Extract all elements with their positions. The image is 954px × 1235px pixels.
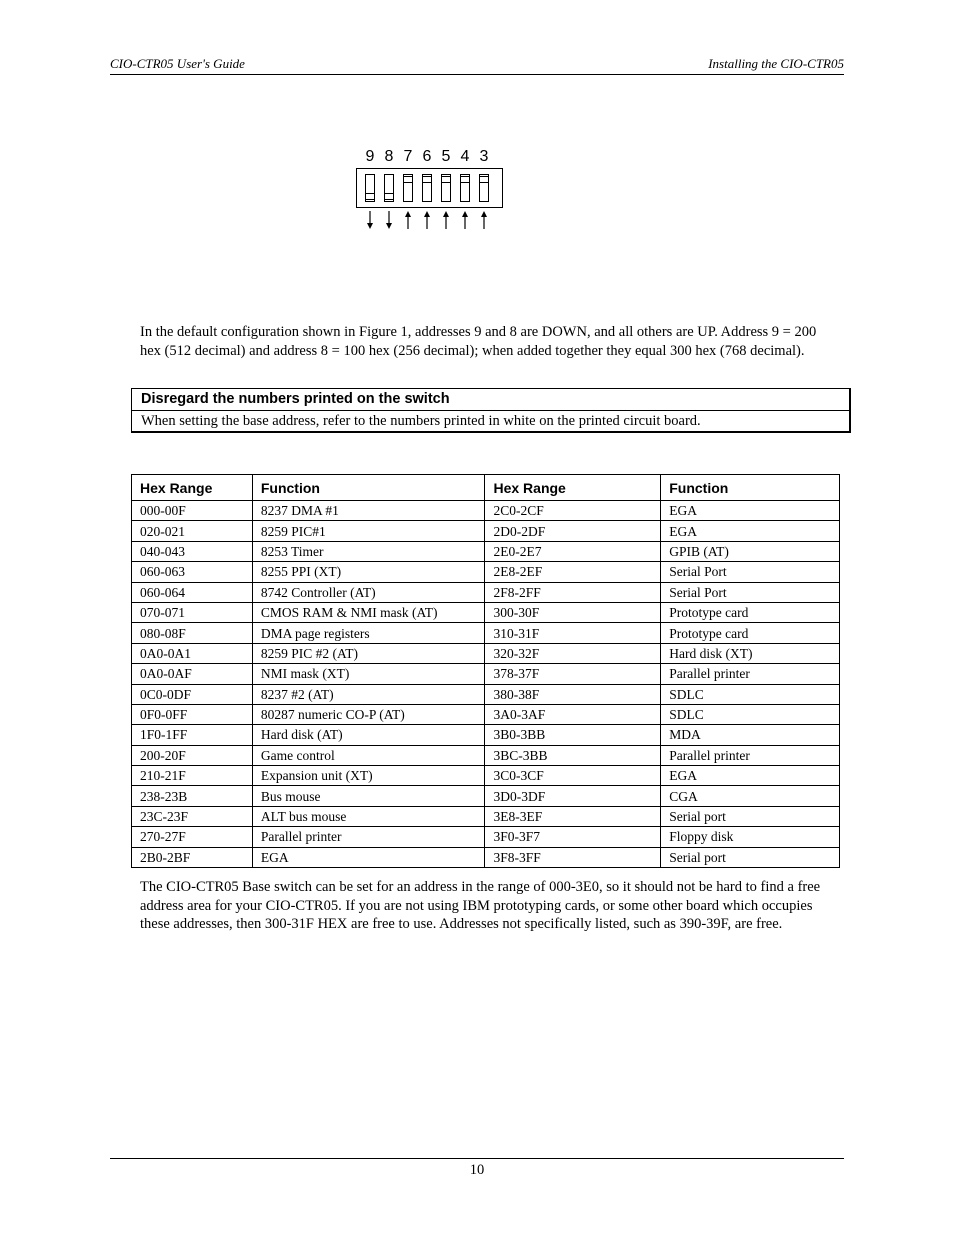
table-cell: 310-31F [485, 623, 661, 643]
table-row [132, 643, 840, 663]
arrow-up-head-icon [481, 211, 487, 217]
table-cell: Hard disk (AT) [252, 725, 485, 745]
table-cell: 8259 PIC #2 (AT) [252, 643, 485, 663]
table-cell: EGA [252, 847, 485, 867]
table-cell: Prototype card [661, 602, 840, 622]
dip-position-label: 7 [403, 148, 413, 165]
table-row [132, 786, 840, 806]
table-cell: 378-37F [485, 664, 661, 684]
table-cell: 3BC-3BB [485, 745, 661, 765]
note-title: Disregard the numbers printed on the switch [141, 391, 450, 407]
table-cell: EGA [661, 501, 840, 521]
arrow-up-head-icon [462, 211, 468, 217]
table-cell: 2F8-2FF [485, 582, 661, 602]
dip-arrows [355, 210, 505, 232]
table-cell: Expansion unit (XT) [252, 766, 485, 786]
dip-position-label: 3 [479, 148, 489, 165]
table-cell: 80287 numeric CO-P (AT) [252, 704, 485, 724]
table-cell: 040-043 [132, 541, 253, 561]
dip-toggle-knob [423, 176, 431, 183]
table-row [132, 501, 840, 521]
dip-toggle [460, 174, 470, 202]
table-cell: 0C0-0DF [132, 684, 253, 704]
table-cell: Floppy disk [661, 827, 840, 847]
table-cell: 23C-23F [132, 806, 253, 826]
table-row [132, 582, 840, 602]
table-cell: 238-23B [132, 786, 253, 806]
dip-toggle-knob [366, 193, 374, 200]
col-header-hex-range-2: Hex Range [485, 475, 661, 501]
col-header-function-2: Function [661, 475, 840, 501]
table-row [132, 745, 840, 765]
table-cell: Bus mouse [252, 786, 485, 806]
dip-toggle-knob [442, 176, 450, 183]
dip-switch-figure [355, 148, 505, 233]
table-cell: EGA [661, 521, 840, 541]
table-cell: 8742 Controller (AT) [252, 582, 485, 602]
table-cell: 3F8-3FF [485, 847, 661, 867]
table-cell: 060-063 [132, 562, 253, 582]
table-cell: Parallel printer [661, 664, 840, 684]
note-body: When setting the base address, refer to the numbers printed in white on the printed circuit board. [141, 413, 701, 429]
table-cell: ALT bus mouse [252, 806, 485, 826]
table-cell: 0A0-0AF [132, 664, 253, 684]
table-cell: 060-064 [132, 582, 253, 602]
dip-toggle [422, 174, 432, 202]
page-header [110, 56, 844, 75]
table-row [132, 541, 840, 561]
table-cell: 3B0-3BB [485, 725, 661, 745]
table-cell: 2B0-2BF [132, 847, 253, 867]
arrow-up-head-icon [405, 211, 411, 217]
table-cell: 8237 #2 (AT) [252, 684, 485, 704]
table-cell: SDLC [661, 684, 840, 704]
table-cell: Game control [252, 745, 485, 765]
note-divider [132, 410, 849, 411]
table-cell: 3E8-3EF [485, 806, 661, 826]
table-cell: 8255 PPI (XT) [252, 562, 485, 582]
table-cell: 3D0-3DF [485, 786, 661, 806]
table-header-row [132, 475, 840, 501]
table-cell: Serial Port [661, 562, 840, 582]
table-cell: CMOS RAM & NMI mask (AT) [252, 602, 485, 622]
dip-toggle [403, 174, 413, 202]
table-row [132, 725, 840, 745]
arrow-down-head-icon [367, 223, 373, 229]
table-cell: 1F0-1FF [132, 725, 253, 745]
dip-position-label: 4 [460, 148, 470, 165]
table-cell: Prototype card [661, 623, 840, 643]
dip-toggle [479, 174, 489, 202]
table-cell: 8237 DMA #1 [252, 501, 485, 521]
dip-position-label: 8 [384, 148, 394, 165]
table-cell: 0F0-0FF [132, 704, 253, 724]
table-cell: 3F0-3F7 [485, 827, 661, 847]
dip-toggle [441, 174, 451, 202]
table-cell: Parallel printer [661, 745, 840, 765]
col-header-hex-range-1: Hex Range [132, 475, 253, 501]
table-cell: 8253 Timer [252, 541, 485, 561]
dip-toggle [384, 174, 394, 202]
table-cell: 3A0-3AF [485, 704, 661, 724]
io-address-table [131, 474, 840, 868]
table-cell: 080-08F [132, 623, 253, 643]
table-cell: 2C0-2CF [485, 501, 661, 521]
table-cell: 2E0-2E7 [485, 541, 661, 561]
note-box [131, 388, 851, 433]
table-cell: 2D0-2DF [485, 521, 661, 541]
table-cell: DMA page registers [252, 623, 485, 643]
header-doc-title: CIO-CTR05 User's Guide [110, 56, 245, 71]
table-cell: SDLC [661, 704, 840, 724]
dip-toggle-knob [404, 176, 412, 183]
table-cell: MDA [661, 725, 840, 745]
table-cell: 380-38F [485, 684, 661, 704]
table-row [132, 562, 840, 582]
table-cell: 0A0-0A1 [132, 643, 253, 663]
table-row [132, 521, 840, 541]
dip-toggle [365, 174, 375, 202]
table-row [132, 827, 840, 847]
arrow-up-head-icon [424, 211, 430, 217]
table-cell: Serial port [661, 847, 840, 867]
table-row [132, 704, 840, 724]
table-row [132, 623, 840, 643]
table-cell: 320-32F [485, 643, 661, 663]
table-cell: Parallel printer [252, 827, 485, 847]
table-cell: 8259 PIC#1 [252, 521, 485, 541]
dip-position-label: 9 [365, 148, 375, 165]
base-switch-paragraph: The CIO-CTR05 Base switch can be set for an address in the range of 000-3E0, so it should not be hard to find a free address area for your CIO-CTR05. If you are not using IBM prototyping cards, or some other board which occupies these addresses, then 300-31F HEX are free to use. Addresses not specifically listed, such as 390-39F, are free. [140, 879, 821, 932]
table-cell: 270-27F [132, 827, 253, 847]
table-cell: EGA [661, 766, 840, 786]
page-number: 10 [469, 1162, 485, 1178]
dip-toggle-knob [385, 193, 393, 200]
table-cell: CGA [661, 786, 840, 806]
table-cell: Serial port [661, 806, 840, 826]
header-section-title: Installing the CIO-CTR05 [708, 56, 844, 71]
table-row [132, 847, 840, 867]
table-cell: 2E8-2EF [485, 562, 661, 582]
table-row [132, 664, 840, 684]
table-cell: 000-00F [132, 501, 253, 521]
table-cell: 020-021 [132, 521, 253, 541]
footer-rule [110, 1158, 844, 1159]
dip-toggle-knob [461, 176, 469, 183]
col-header-function-1: Function [252, 475, 485, 501]
table-cell: 3C0-3CF [485, 766, 661, 786]
table-cell: Hard disk (XT) [661, 643, 840, 663]
dip-toggle-knob [480, 176, 488, 183]
table-cell: Serial Port [661, 582, 840, 602]
arrow-up-head-icon [443, 211, 449, 217]
default-config-paragraph: In the default configuration shown in Figure 1, addresses 9 and 8 are DOWN, and all others are UP. Address 9 = 200 hex (512 decimal) and address 8 = 100 hex (256 decimal); when added together they equal 300 hex (768 decimal). [140, 324, 817, 359]
table-cell: GPIB (AT) [661, 541, 840, 561]
table-cell: NMI mask (XT) [252, 664, 485, 684]
table-row [132, 806, 840, 826]
dip-position-label: 6 [422, 148, 432, 165]
arrow-down-head-icon [386, 223, 392, 229]
table-row [132, 684, 840, 704]
dip-position-label: 5 [441, 148, 451, 165]
table-row [132, 602, 840, 622]
table-cell: 200-20F [132, 745, 253, 765]
table-cell: 300-30F [485, 602, 661, 622]
table-row [132, 766, 840, 786]
table-cell: 210-21F [132, 766, 253, 786]
table-cell: 070-071 [132, 602, 253, 622]
